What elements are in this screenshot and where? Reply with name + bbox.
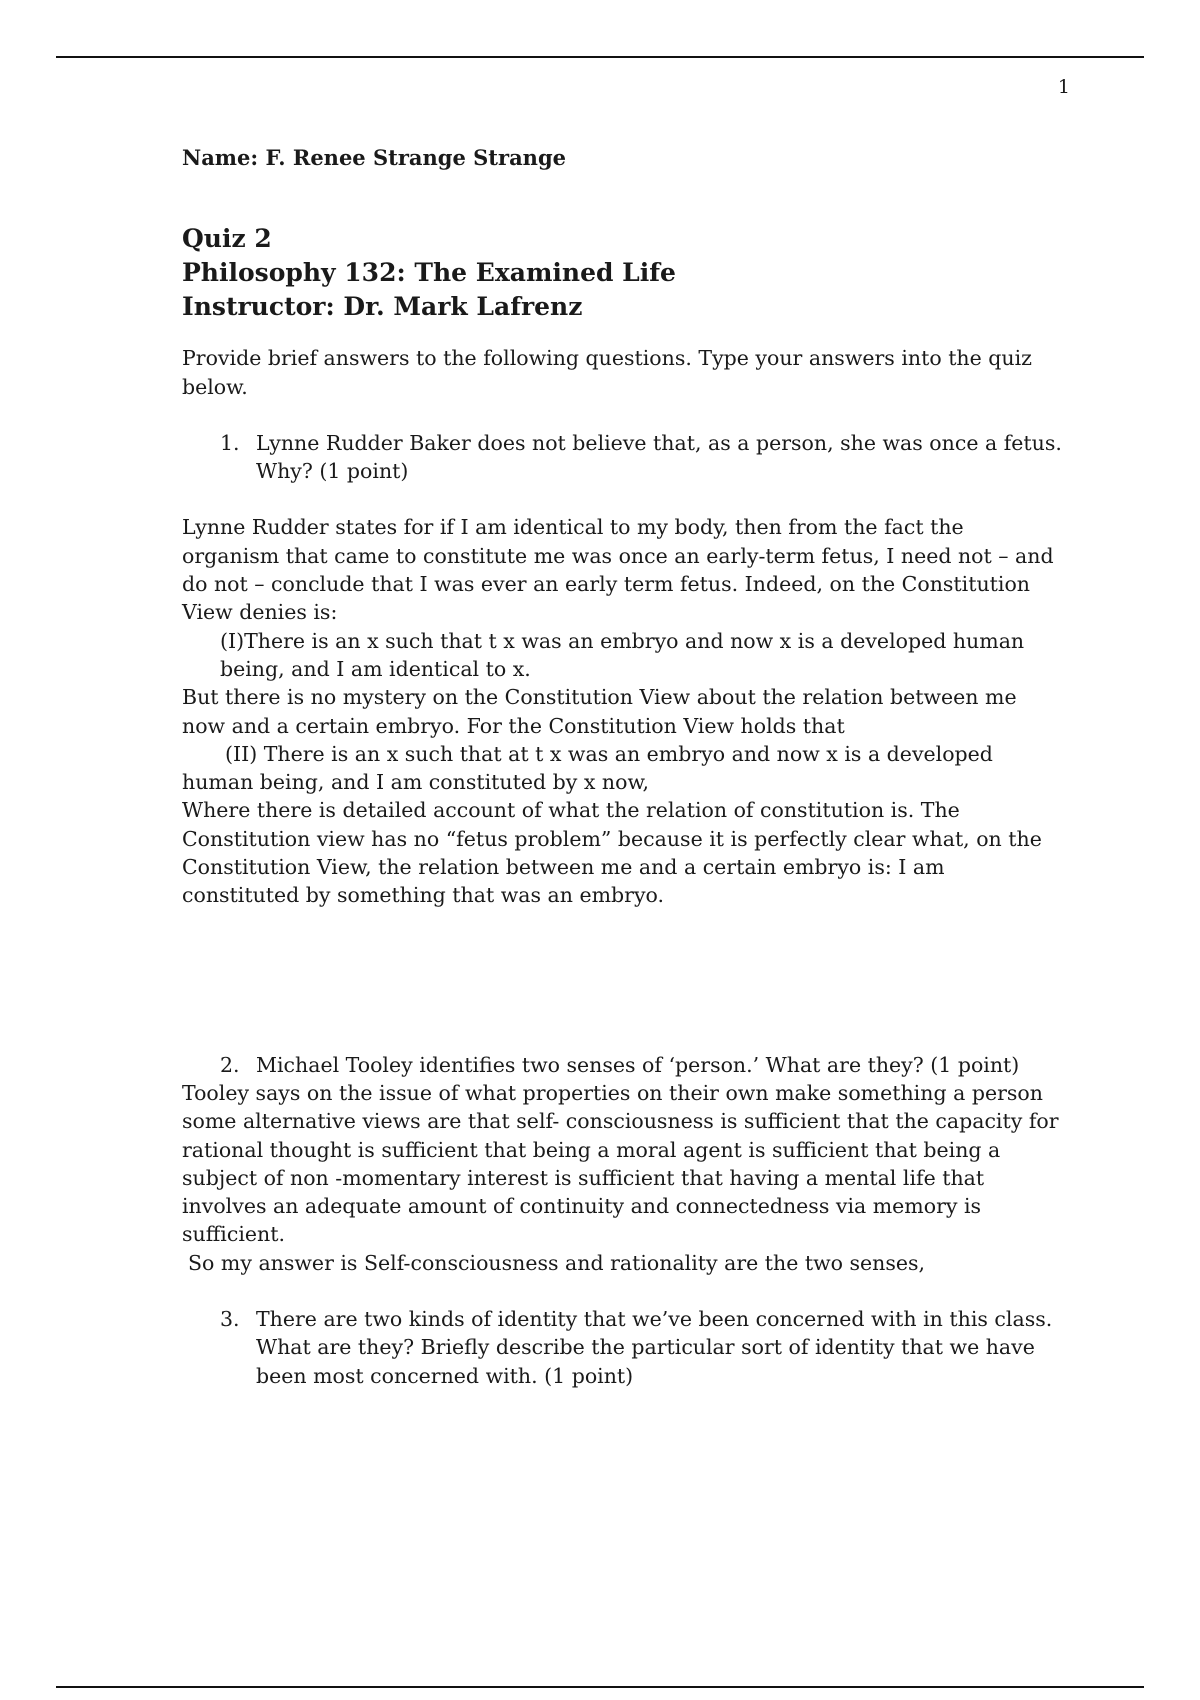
question-text: Lynne Rudder Baker does not believe that, as a person, she was once a fetus. Why? (1 point) (256, 430, 1062, 484)
answer-list-item: (II) There is an x such that at t x was an embryo and now x is a developed human being, and I am constituted by x now, (182, 741, 993, 795)
student-name: Name: F. Renee Strange Strange (182, 145, 566, 170)
question-3 (182, 1305, 1062, 1390)
answer-paragraph: But there is no mystery on the Constitution View about the relation between me now and a certain embryo. For the Constitution View holds that (182, 685, 1017, 738)
question-1 (182, 429, 1062, 486)
quiz-header (182, 222, 1062, 324)
answer-list-item: (I)There is an x such that t x was an embryo and now x is a developed human being, and I am identical to x. (220, 628, 1025, 681)
answer-paragraph: Lynne Rudder states for if I am identical to my body, then from the fact the organism that came to constitute me was once an early-term fetus, I need not – and do not – conclude that I was ever an early term fetus. Indeed, on the Constitution View denies is: (182, 515, 1054, 625)
question-number: 3. (220, 1307, 240, 1332)
question-number: 1. (220, 430, 240, 455)
header-rule (56, 56, 1144, 58)
question-text: There are two kinds of identity that we’ve been concerned with in this class. What are they? Briefly describe the particular sort of identity that we have been most concerned with. (1 point) (256, 1307, 1053, 1388)
quiz-title: Quiz 2 (182, 224, 272, 254)
answer-paragraph: Where there is detailed account of what the relation of constitution is. The Constitution view has no “fetus problem” because it is perfectly clear what, on the Constitution View, the relation between me and a certain embryo is: I am constituted by something that was an embryo. (182, 798, 1042, 908)
answer-1 (182, 513, 1062, 909)
question-number: 2. (220, 1052, 240, 1077)
document-body (182, 140, 1062, 1390)
footer-rule (56, 1686, 1144, 1688)
answer-2 (182, 1079, 1062, 1277)
answer-paragraph: So my answer is Self-consciousness and rationality are the two senses, (188, 1250, 926, 1275)
instructor-line: Instructor: Dr. Mark Lafrenz (182, 292, 583, 322)
course-title: Philosophy 132: The Examined Life (182, 258, 676, 288)
instructions: Provide brief answers to the following questions. Type your answers into the quiz below. (182, 346, 1032, 399)
answer-paragraph: Tooley says on the issue of what properties on their own make something a person some alternative views are that self- consciousness is sufficient that the capacity for rational thought is sufficient that being a moral agent is sufficient that being a subject of non -momentary interest is sufficient that having a mental life that involves an adequate amount of continuity and connectedness via memory is sufficient. (182, 1080, 1059, 1247)
question-2 (182, 1051, 1062, 1079)
page-number: 1 (1057, 76, 1070, 98)
question-text: Michael Tooley identifies two senses of ‘person.’ What are they? (1 point) (256, 1052, 1020, 1077)
